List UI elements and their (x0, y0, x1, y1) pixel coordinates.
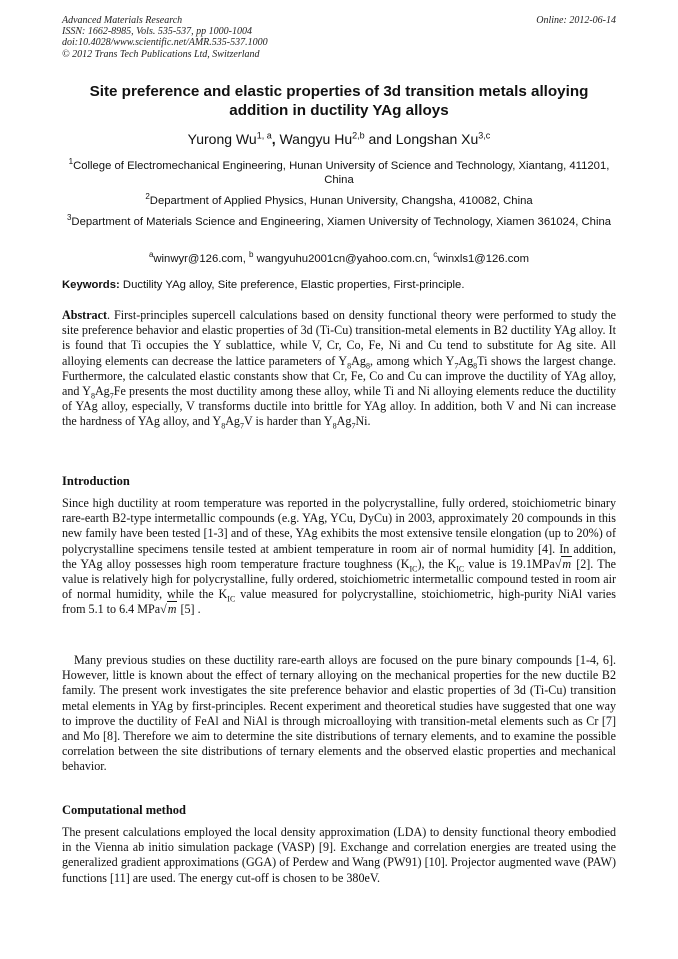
abstract-text: Ag (94, 384, 110, 399)
sqrt-argument: m (562, 556, 572, 571)
author-separator: , (271, 131, 280, 147)
sqrt-argument: m (167, 602, 177, 617)
introduction-paragraph-1 (62, 496, 616, 618)
subscript: 7 (351, 421, 356, 431)
subscript: 8 (332, 421, 337, 431)
keywords (62, 279, 616, 291)
introduction-paragraph-2: Many previous studies on these ductility rare-earth alloys are focused on the pure binary compounds [1-4, 6]. However, little is known about the effect of ternary alloying on the mechanical properties for the new ductile B2 family. The present work investigates the site preference behavior and elastic properties of 3d (Ti-Cu) transition metal elements in YAg by first-principles. Recent experiment and theoretical studies have suggested that one way to improve the ductility of FeAl and NiAl is through microalloying with transition-metal elements such as Cr [7] and Mo [8]. Therefore we aim to determine the site distributions of ternary elements, and to examine the possible correlation between the site distributions of ternary elements and the observed elastic properties and mechanical behavior. (62, 653, 616, 774)
journal-header (62, 15, 268, 60)
affiliation-text: College of Electromechanical Engineering, Hunan University of Science and Technology, Xiantang, 411201, China (73, 160, 610, 186)
computational-paragraph-1: The present calculations employed the local density approximation (LDA) to density functional theory embodied in the Vienna ab initio simulation package (VASP) [9]. Exchange and correlation energies are treated using the generalized gradient approximations (GGA) of Perdew and Wang (PW91) [10]. Projector augmented wave (PAW) functions [11] are used. The energy cut-off is chosen to be 380eV. (62, 825, 616, 885)
affiliation-text: Department of Applied Physics, Hunan University, Changsha, 410082, China (149, 195, 533, 207)
section-heading-introduction: Introduction (62, 474, 130, 488)
paragraph-text: value is 19.1MPa (464, 556, 555, 571)
online-date: Online: 2012-06-14 (536, 15, 616, 26)
journal-issn: ISSN: 1662-8985, Vols. 535-537, pp 1000-1004 (62, 26, 252, 38)
abstract-text: Ag (225, 414, 240, 429)
author-name: Longshan Xu (395, 131, 479, 147)
section-heading-computational-method: Computational method (62, 803, 186, 817)
abstract-text: Ag (458, 353, 474, 368)
affiliation-marker: 2 (145, 192, 150, 202)
abstract-text: Ag (336, 414, 352, 429)
paragraph-text: value measured for polycrystalline, stoichiometric, high-purity NiAl varies from 5.1 to 6.4 MPa (62, 587, 616, 617)
subscript: 8 (347, 361, 352, 371)
journal-copyright: © 2012 Trans Tech Publications Ltd, Switzerland (62, 48, 260, 60)
author-list (62, 131, 616, 147)
author-name: Yurong Wu (187, 131, 257, 147)
email-marker: a (148, 250, 154, 260)
email-marker: c (433, 250, 438, 260)
author-name: Wangyu Hu (279, 131, 353, 147)
paragraph-text: Since high ductility at room temperature was reported in the polycrystalline, fully ordered, stoichiometric binary rare-earth B2-type intermetallic compounds (e.g. YAg, YCu, DyCu) in 2003, approximately 20 compounds in this new family have been tested [1-3] and of these, YAg exhibits the most extensive tensile elongation (up to 20%) of polycrystalline specimens tensile tested at ambient temperature in room air of normal humidity [4]. In addition, the YAg alloy possesses high room temperature fracture toughness (K (62, 496, 616, 571)
abstract-text: Ni. (355, 414, 371, 429)
abstract (62, 308, 616, 430)
subscript: 8 (473, 361, 478, 371)
author-superscript: 3,c (478, 130, 491, 141)
author-superscript: 1, a (256, 130, 272, 141)
paragraph-text: [2]. The value is relatively high for polycrystalline, fully ordered, stoichiometric intermetallic compound tested in room air of normal humidity, while the K (62, 556, 616, 602)
subscript: 7 (239, 421, 244, 431)
abstract-text: Ti shows the largest change. Furthermore, the calculated elastic constants show that Cr, Fe, Co and Cu can improve the ductility of YAg alloy, and Y (62, 353, 617, 399)
subscript: 7 (454, 361, 459, 371)
email-text: winwyr@126.com, (153, 253, 249, 265)
affiliation-marker: 3 (66, 213, 72, 223)
keywords-label: Keywords: (62, 279, 120, 291)
subscript: 8 (90, 391, 95, 401)
abstract-text: V is harder than Y (243, 414, 333, 429)
paragraph-text: [5] . (177, 602, 201, 617)
abstract-text: Fe presents the most ductility among these alloy, while Ti and Ni alloying elements reduce the ductility of YAg alloy, especially, V transforms ductile into brittle for YAg alloy. In addition, both V and Ni can increase the hardness of YAg alloy, and Y (62, 384, 616, 429)
affiliation-marker: 1 (68, 157, 74, 167)
abstract-label: Abstract (62, 308, 108, 322)
sqrt-symbol: √m (554, 556, 572, 571)
sqrt-symbol: √m (160, 602, 177, 617)
affiliation-text: Department of Materials Science and Engineering, Xiamen University of Technology, Xiamen 361024, China (71, 216, 612, 228)
subscript: IC (456, 564, 465, 574)
abstract-text: . First-principles supercell calculations based on density functional theory were performed to study the site preference behavior and elastic properties of 3d (Ti-Cu) transition-metal elements in B2 ductility YAg alloy. It is found that Ti occupies the Y sublattice, while V, Cr, Co, Fe, Ni and Cu tend to substitute for Ag site. All alloying elements can decrease the lattice parameters of Y (62, 308, 616, 368)
abstract-text: , among which Y (369, 353, 455, 368)
affiliation-3 (62, 215, 616, 229)
paper-title: Site preference and elastic properties of 3d transition metals alloying addition in ductility YAg alloys (89, 83, 589, 119)
subscript: 8 (221, 421, 226, 431)
keywords-text: Ductility YAg alloy, Site preference, Elastic properties, First-principle. (119, 279, 465, 291)
subscript: 7 (109, 391, 114, 401)
journal-name: Advanced Materials Research (62, 15, 183, 26)
abstract-text: Ag (351, 353, 366, 368)
author-separator: and (364, 131, 396, 147)
affiliation-2 (62, 194, 616, 208)
affiliation-1 (62, 159, 616, 187)
email-marker: b (248, 250, 254, 260)
author-superscript: 2,b (352, 130, 365, 141)
subscript: IC (409, 564, 418, 574)
email-line (62, 252, 616, 266)
email-text: wangyuhu2001cn@yahoo.com.cn, (253, 253, 434, 265)
subscript: 8 (365, 361, 370, 371)
email-text: winxls1@126.com (437, 253, 530, 265)
subscript: IC (227, 594, 236, 604)
paragraph-text: ), the K (417, 556, 457, 571)
journal-doi: doi:10.4028/www.scientific.net/AMR.535-537.1000 (62, 37, 268, 49)
